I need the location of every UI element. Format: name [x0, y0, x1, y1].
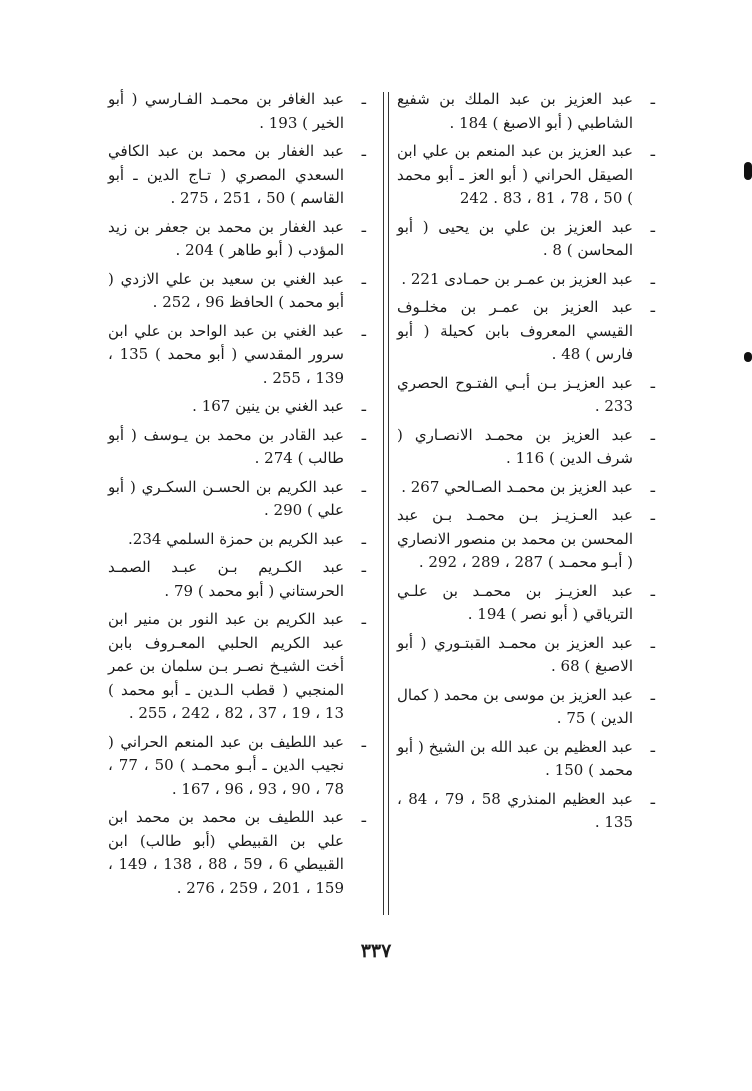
entry-text: عبد العزيز بن محمـد الانصـاري ( شرف الدين ) 116 .: [397, 425, 633, 467]
entry-text: عبد العزيز بن عبد الملك بن شفيع الشاطبي ( أبو الاصبغ ) 184 .: [397, 90, 633, 132]
entry-dash: ـ: [650, 737, 655, 756]
entry-dash: ـ: [650, 269, 655, 288]
left-column: [108, 88, 366, 905]
entry-dash: ـ: [361, 397, 366, 415]
entry-text: عبد الغفار بن محمد بن عبد الكافي السعدي المصري ( تـاج الدين ـ أبو القاسم ) 50 ، 251 ، 275 .: [108, 142, 344, 207]
entry-text: عبد الكريم بن حمزة السلمي 234.: [128, 529, 344, 548]
entry-text: عبد القادر بن محمد بن يـوسف ( أبو طالب ) 274 .: [108, 425, 344, 467]
entry-text: عبد العزيز بن عمـر بن مخلـوف القيسي المعروف بابن كحيلة ( أبو فارس ) 48 .: [397, 298, 633, 363]
entry-dash: ـ: [361, 558, 366, 576]
entry-dash: ـ: [650, 298, 655, 316]
index-entry: [108, 320, 366, 391]
index-entry: [108, 476, 366, 523]
entry-dash: ـ: [650, 633, 655, 652]
entry-text: عبد العظيم بن عبد الله بن الشيخ ( أبو محمد ) 150 .: [397, 737, 633, 779]
index-entry: [397, 88, 655, 135]
index-entry: [108, 424, 366, 471]
entry-dash: ـ: [361, 142, 366, 160]
index-entry: [397, 580, 655, 627]
index-entry: [397, 684, 655, 731]
entry-dash: ـ: [361, 477, 366, 496]
entry-dash: ـ: [650, 142, 655, 160]
entry-text: عبد الغني بن ينين 167 .: [192, 397, 344, 415]
index-entry: [397, 504, 655, 575]
entry-text: عبد العـزيـز بـن محمـد بـن عبد المحسن بن محمد بن منصور الانصاري ( أبـو محمـد ) 287 ، 289 ، 292 .: [397, 506, 633, 571]
index-entry: [397, 736, 655, 783]
index-entry: [108, 556, 366, 603]
entry-dash: ـ: [650, 581, 655, 600]
entry-text: عبد العظيم المنذري 58 ، 79 ، 84 ، 135 .: [397, 789, 633, 831]
entry-text: عبد الكريم بن الحسـن السكـري ( أبو علي ) 290 .: [108, 477, 344, 519]
index-entry: [108, 608, 366, 726]
right-column: [397, 88, 655, 840]
entry-dash: ـ: [650, 789, 655, 808]
index-entry: [397, 788, 655, 835]
entry-dash: ـ: [650, 90, 655, 108]
entry-text: عبد العزيز بن محمـد القبتـوري ( أبو الاصبغ ) 68 .: [397, 633, 633, 675]
entry-text: عبد العزيز بن موسى بن محمد ( كمال الدين ) 75 .: [397, 685, 633, 727]
entry-dash: ـ: [650, 685, 655, 704]
index-entry: [108, 731, 366, 802]
entry-dash: ـ: [361, 90, 366, 108]
entry-dash: ـ: [650, 425, 655, 444]
entry-dash: ـ: [361, 732, 366, 751]
entry-text: عبد الغافر بن محمـد الفـارسي ( أبو الخير ) 193 .: [108, 90, 344, 132]
index-entry: [108, 806, 366, 900]
entry-text: عبد العزيز بن محمـد الصـالحي 267 .: [401, 477, 633, 496]
entry-dash: ـ: [650, 373, 655, 392]
index-entry: [108, 216, 366, 263]
entry-text: عبد الغني بن سعيد بن علي الازدي ( أبو محمد ) الحافظ 96 ، 252 .: [108, 269, 344, 311]
index-entry: [397, 296, 655, 367]
column-divider-line: [383, 92, 384, 915]
entry-text: عبد العزيز بن عبد المنعم بن علي ابن الصيقل الحراني ( أبو العز ـ أبو محمد ) 50 ، 78 ، 81 ، 83 . 242: [397, 142, 633, 207]
entry-text: عبد الكـريم بـن عبـد الصمـد الحرستاني ( أبو محمد ) 79 .: [108, 558, 344, 600]
index-entry: [108, 140, 366, 211]
entry-dash: ـ: [361, 425, 366, 444]
index-entry: [108, 528, 366, 552]
entry-dash: ـ: [650, 477, 655, 496]
entry-text: عبد الغني بن عبد الواحد بن علي ابن سرور المقدسي ( أبو محمد ) 135 ، 139 ، 255 .: [108, 321, 345, 387]
index-entry: [397, 632, 655, 679]
entry-text: عبد العزيـز بـن أبـي الفتـوح الحصري 233 .: [397, 373, 633, 415]
entry-dash: ـ: [650, 506, 655, 524]
entry-text: عبد اللطيف بن محمد بن محمد ابن علي بن القبيطي (أبو طالب) ابن القبيطي 6 ، 59 ، 88 ، 138 ، 149 ، 159 ، 201 ، 259 ، 276 .: [108, 808, 344, 897]
entry-dash: ـ: [361, 269, 366, 288]
index-entry: [108, 268, 366, 315]
index-entry: [397, 268, 655, 292]
entry-text: عبد العزيز بن عمـر بن حمـادى 221 .: [401, 269, 633, 288]
margin-mark: [744, 352, 752, 362]
column-divider-line: [388, 92, 389, 915]
page-number: ٣٣٧: [360, 940, 392, 962]
index-entry: [108, 88, 366, 135]
entry-text: عبد العزيز بن علي بن يحيى ( أبو المحاسن ) 8 .: [397, 217, 633, 259]
entry-text: عبد العزيـز بن محمـد بن علـي الترياقي ( أبو نصر ) 194 .: [397, 581, 633, 623]
entry-text: عبد الغفار بن محمد بن جعفر بن زيد المؤدب ( أبو طاهر ) 204 .: [108, 217, 344, 259]
entry-dash: ـ: [361, 321, 366, 340]
entry-dash: ـ: [361, 610, 366, 628]
index-entry: [397, 476, 655, 500]
index-entry: [397, 372, 655, 419]
index-entry: [108, 395, 366, 419]
index-entry: [397, 216, 655, 263]
entry-text: عبد الكريم بن عبد النور بن منير ابن عبد الكريم الحلبي المعـروف بابن أخت الشيـخ نصـر بـن سلمان بن عمر المنجبي ( قطب الـدين ـ أبو محمد ) 13 ، 19 ، 37 ، 82 ، 242 ، 255 .: [108, 610, 344, 722]
entry-dash: ـ: [361, 808, 366, 826]
margin-mark: [744, 162, 752, 180]
entry-dash: ـ: [361, 529, 366, 548]
entry-text: عبد اللطيف بن عبد المنعم الحراني ( نجيب الدين ـ أبـو محمـد ) 50 ، 77 ، 78 ، 90 ، 93 ، 96 ، 167 .: [108, 732, 344, 798]
index-entry: [397, 424, 655, 471]
entry-dash: ـ: [650, 217, 655, 236]
entry-dash: ـ: [361, 217, 366, 236]
index-entry: [397, 140, 655, 211]
